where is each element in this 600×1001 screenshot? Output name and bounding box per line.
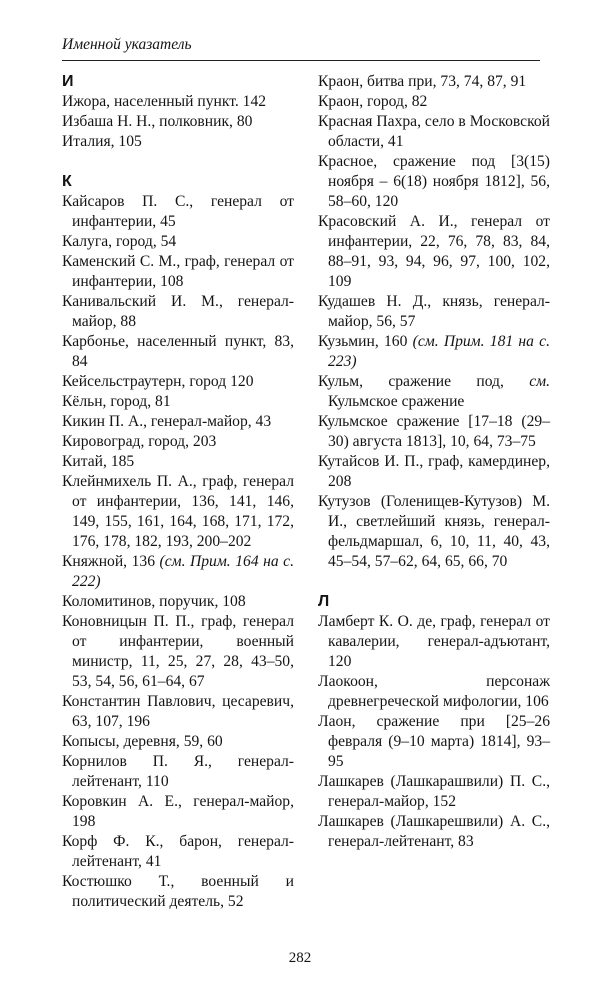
index-entry xyxy=(62,792,294,832)
entry-text: Княжной, 136 xyxy=(62,553,160,570)
index-entry xyxy=(62,92,294,112)
header-rule xyxy=(62,60,540,61)
section-gap xyxy=(62,152,294,172)
entry-text: Китай, 185 xyxy=(62,453,135,470)
index-entry xyxy=(318,112,550,152)
index-entry xyxy=(62,432,294,452)
index-entry xyxy=(318,332,550,372)
index-entry xyxy=(318,412,550,452)
section-gap xyxy=(318,572,550,592)
index-entry xyxy=(62,872,294,912)
index-entry xyxy=(62,832,294,872)
entry-text: Кульм, сражение под, xyxy=(318,373,530,390)
index-entry xyxy=(62,612,294,692)
index-entry xyxy=(62,452,294,472)
entry-text: Кутузов (Голенищев-Кутузов) М. И., светлейший князь, генерал-фельдмаршал, 6, 10, 11, 40, 43, 45–54, 57–62, 64, 65, 66, 70 xyxy=(318,493,550,570)
index-entry xyxy=(62,752,294,792)
entry-text: Калуга, город, 54 xyxy=(62,233,177,250)
entry-text: Кудашев Н. Д., князь, генерал-майор, 56, 57 xyxy=(318,293,550,330)
entry-text: Красная Пахра, село в Московской области, 41 xyxy=(318,113,550,150)
index-entry xyxy=(62,392,294,412)
running-head: Именной указатель xyxy=(62,36,192,53)
index-entry xyxy=(318,812,550,852)
entry-text: Коновницын П. П., граф, генерал от инфантерии, военный министр, 11, 25, 27, 28, 43–50, 53, 54, 56, 61–64, 67 xyxy=(62,613,294,690)
index-entry xyxy=(318,72,550,92)
entry-note: см. xyxy=(529,373,550,390)
entry-text: Лаокоон, персонаж древнегреческой мифологии, 106 xyxy=(318,673,550,710)
entry-text: Кикин П. А., генерал-майор, 43 xyxy=(62,413,272,430)
index-entry xyxy=(318,772,550,812)
entry-text: Ижора, населенный пункт. 142 xyxy=(62,93,267,110)
index-entry xyxy=(62,252,294,292)
index-entry xyxy=(318,452,550,492)
entry-text: Краон, битва при, 73, 74, 87, 91 xyxy=(318,73,527,90)
entry-text: Кейсельстраутерн, город 120 xyxy=(62,373,254,390)
index-entry xyxy=(62,412,294,432)
entry-text: Лаон, сражение при [25–26 февраля (9–10 марта) 1814], 93–95 xyxy=(318,713,550,770)
entry-tail: Кульмское сражение xyxy=(328,393,465,410)
entry-text: Коровкин А. Е., генерал-майор, 198 xyxy=(62,793,294,830)
section-letter: И xyxy=(62,73,74,90)
index-entry xyxy=(62,372,294,392)
entry-text: Карбонье, населенный пункт, 83, 84 xyxy=(62,333,294,370)
index-entry xyxy=(318,292,550,332)
entry-text: Кёльн, город, 81 xyxy=(62,393,171,410)
index-entry xyxy=(62,112,294,132)
index-entry xyxy=(62,232,294,252)
entry-text: Италия, 105 xyxy=(62,133,142,150)
entry-text: Корф Ф. К., барон, генерал-лейтенант, 41 xyxy=(62,833,294,870)
entry-text: Красовский А. И., генерал от инфантерии, 22, 76, 78, 83, 84, 88–91, 93, 94, 96, 97, 100, 102, 109 xyxy=(318,213,550,290)
index-entry xyxy=(318,492,550,572)
index-entry xyxy=(318,212,550,292)
entry-text: Копысы, деревня, 59, 60 xyxy=(62,733,223,750)
index-entry xyxy=(62,192,294,232)
page-number: 282 xyxy=(288,950,312,966)
index-entry xyxy=(62,472,294,552)
index-entry xyxy=(318,672,550,712)
index-entry xyxy=(62,332,294,372)
entry-text: Корнилов П. Я., генерал-лейтенант, 110 xyxy=(62,753,294,790)
entry-text: Кутайсов И. П., граф, камердинер, 208 xyxy=(318,453,550,490)
index-entry xyxy=(62,692,294,732)
entry-text: Канивальский И. М., генерал-майор, 88 xyxy=(62,293,294,330)
index-column-left xyxy=(62,72,294,912)
entry-note: (см. Прим. 164 на с. 222) xyxy=(72,553,295,590)
entry-text: Лашкарев (Лашкарешвили) А. С., генерал-лейтенант, 83 xyxy=(318,813,550,850)
entry-text: Каменский С. М., граф, генерал от инфантерии, 108 xyxy=(62,253,294,290)
entry-text: Кульмское сражение [17–18 (29–30) августа 1813], 10, 64, 73–75 xyxy=(318,413,550,450)
index-column-right xyxy=(318,72,550,852)
index-entry xyxy=(62,732,294,752)
entry-text: Кировоград, город, 203 xyxy=(62,433,217,450)
entry-text: Кайсаров П. С., генерал от инфантерии, 45 xyxy=(62,193,294,230)
entry-text: Краон, город, 82 xyxy=(318,93,428,110)
entry-text: Кузьмин, 160 xyxy=(318,333,413,350)
index-entry xyxy=(62,592,294,612)
index-entry xyxy=(318,712,550,772)
index-entry xyxy=(62,132,294,152)
entry-text: Костюшко Т., военный и политический деятель, 52 xyxy=(62,873,294,910)
entry-text: Красное, сражение под [3(15) ноября – 6(18) ноября 1812], 56, 58–60, 120 xyxy=(318,153,550,210)
index-entry xyxy=(318,92,550,112)
entry-text: Ламберт К. О. де, граф, генерал от кавалерии, генерал-адъютант, 120 xyxy=(318,613,550,670)
entry-text: Коломитинов, поручик, 108 xyxy=(62,593,246,610)
index-entry xyxy=(318,372,550,412)
index-entry xyxy=(318,152,550,212)
index-entry xyxy=(62,552,294,592)
entry-text: Избаша Н. Н., полковник, 80 xyxy=(62,113,253,130)
entry-text: Клейнмихель П. А., граф, генерал от инфантерии, 136, 141, 146, 149, 155, 161, 164, 168, 171, 172, 176, 178, 182, 193, 200–202 xyxy=(62,473,294,550)
entry-note: (см. Прим. 181 на с. 223) xyxy=(328,333,550,370)
entry-text: Лашкарев (Лашкарашвили) П. С., генерал-майор, 152 xyxy=(318,773,550,810)
index-entry xyxy=(62,292,294,332)
section-letter: Л xyxy=(318,593,330,610)
index-entry xyxy=(318,612,550,672)
entry-text: Константин Павлович, цесаревич, 63, 107, 196 xyxy=(62,693,294,730)
section-letter: К xyxy=(62,173,72,190)
